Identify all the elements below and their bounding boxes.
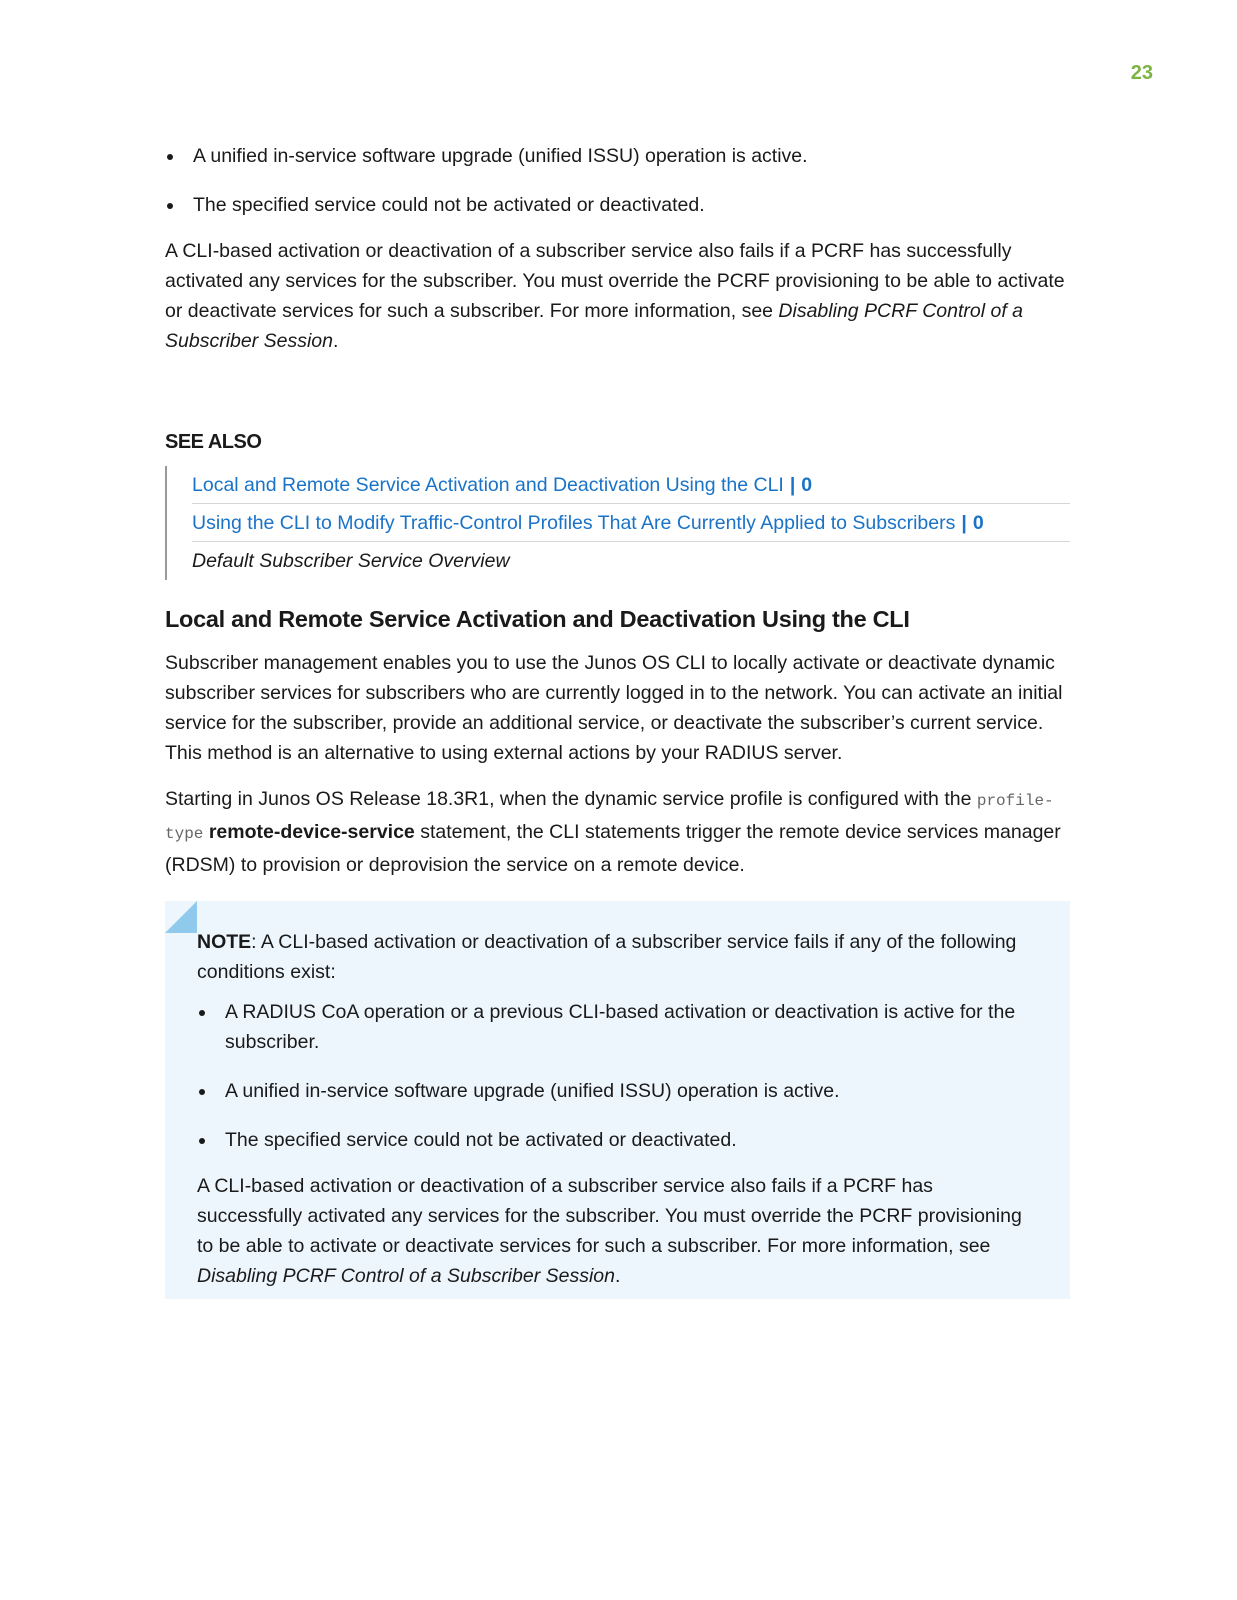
page-number: 23 bbox=[1130, 62, 1153, 84]
list-item: A unified in-service software upgrade (unified ISSU) operation is active. bbox=[165, 141, 1070, 171]
see-also-heading: SEE ALSO bbox=[165, 431, 262, 453]
see-also-default-service: Default Subscriber Service Overview bbox=[192, 550, 510, 572]
see-also-link-traffic-control[interactable]: Using the CLI to Modify Traffic-Control Profiles That Are Currently Applied to Subscribers bbox=[192, 512, 956, 534]
see-also-item bbox=[192, 466, 1070, 504]
list-item: A RADIUS CoA operation or a previous CLI-based activation or deactivation is active for the subscriber. bbox=[197, 997, 1038, 1057]
bullet-icon bbox=[199, 1010, 205, 1016]
release-paragraph: Starting in Junos OS Release 18.3R1, when the dynamic service profile is configured with the profile-type remote-device-service statement, the CLI statements trigger the remote device services manager (RDSM) to provision or deprovision the service on a remote device. bbox=[165, 788, 1061, 876]
note-corner-icon bbox=[165, 901, 197, 933]
list-item: A unified in-service software upgrade (unified ISSU) operation is active. bbox=[197, 1076, 1038, 1106]
note-box bbox=[165, 901, 1070, 1299]
note-label: NOTE bbox=[197, 931, 252, 953]
section-title: Local and Remote Service Activation and Deactivation Using the CLI bbox=[165, 606, 910, 632]
disabling-pcrf-link[interactable]: Disabling PCRF Control of a Subscriber Session bbox=[197, 1265, 615, 1287]
note-bullet-list bbox=[197, 997, 1038, 1155]
section-paragraph: Subscriber management enables you to use the Junos OS CLI to locally activate or deactivate dynamic subscriber services for subscribers who are currently logged in to the network. You can activate an initial service for the subscriber, provide an additional service, or deactivate the subscriber’s current service. This method is an alternative to using external actions by your RADIUS server. bbox=[165, 652, 1063, 764]
intro-paragraph: A CLI-based activation or deactivation of a subscriber service also fails if a PCRF has successfully activated any services for the subscriber. You must override the PCRF provisioning to be able to activate or deactivate services for such a subscriber. For more information, see Disabling PCRF Control of a Subscriber Session. bbox=[165, 240, 1065, 352]
bullet-icon bbox=[167, 154, 173, 160]
page-reference[interactable]: 0 bbox=[972, 512, 984, 534]
separator: | bbox=[961, 512, 967, 534]
see-also-item bbox=[192, 542, 1070, 580]
remote-device-service-keyword: remote-device-service bbox=[208, 821, 415, 843]
list-item: The specified service could not be activated or deactivated. bbox=[197, 1125, 1038, 1155]
see-also-item bbox=[192, 504, 1070, 542]
profile-type-code: profile-type bbox=[165, 792, 1054, 843]
page-content bbox=[165, 141, 1070, 1299]
disabling-pcrf-link[interactable]: Disabling PCRF Control of a Subscriber Session bbox=[165, 300, 1024, 352]
bullet-icon bbox=[167, 203, 173, 209]
intro-bullet-list bbox=[165, 141, 1070, 220]
separator: | bbox=[789, 474, 796, 496]
see-also-list bbox=[165, 466, 1070, 580]
bullet-icon bbox=[199, 1138, 205, 1144]
see-also-link-local-remote[interactable]: Local and Remote Service Activation and Deactivation Using the CLI bbox=[192, 474, 784, 496]
list-item: The specified service could not be activated or deactivated. bbox=[165, 190, 1070, 220]
note-intro: NOTE: A CLI-based activation or deactivation of a subscriber service fails if any of the following conditions exist: bbox=[197, 931, 1017, 983]
page-reference[interactable]: 0 bbox=[801, 474, 813, 496]
note-paragraph: A CLI-based activation or deactivation of a subscriber service also fails if a PCRF has successfully activated any services for the subscriber. You must override the PCRF provisioning to be able to activate or deactivate services for such a subscriber. For more information, see Disabling PCRF Control of a Subscriber Session. bbox=[197, 1175, 1022, 1287]
bullet-icon bbox=[199, 1089, 205, 1095]
